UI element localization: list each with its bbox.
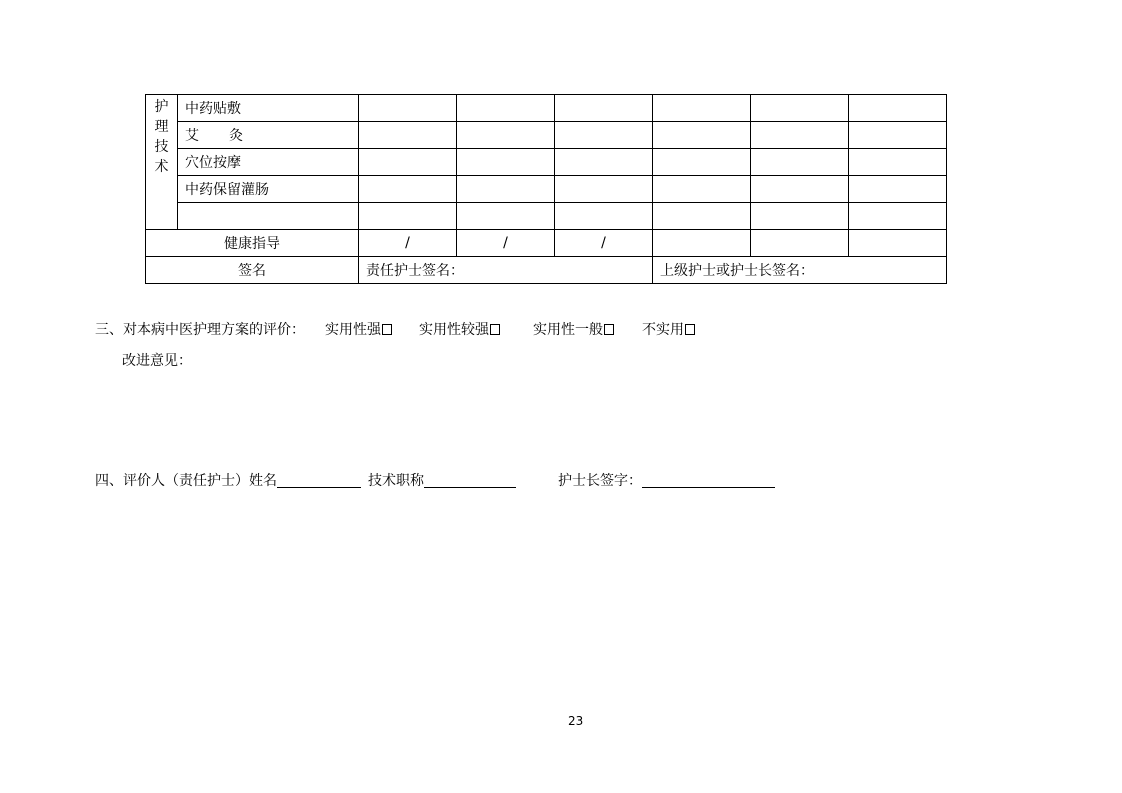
table-cell[interactable] — [457, 203, 555, 230]
table-cell[interactable] — [653, 149, 751, 176]
table-cell[interactable] — [359, 122, 457, 149]
table-cell[interactable] — [359, 176, 457, 203]
senior-nurse-signature[interactable]: 上级护士或护士长签名： — [653, 257, 947, 284]
evaluator-name-field[interactable] — [277, 473, 361, 488]
slash-cell: / — [359, 230, 457, 257]
table-cell[interactable] — [555, 149, 653, 176]
table-cell[interactable] — [457, 176, 555, 203]
table-row — [146, 149, 947, 176]
table-cell[interactable] — [751, 122, 849, 149]
table-cell[interactable] — [653, 122, 751, 149]
technical-title-field[interactable] — [424, 473, 516, 488]
table-cell[interactable] — [751, 176, 849, 203]
table-cell[interactable] — [751, 230, 849, 257]
evaluator-line — [95, 470, 775, 490]
table-cell[interactable] — [457, 149, 555, 176]
table-cell[interactable] — [751, 95, 849, 122]
table-cell[interactable] — [359, 149, 457, 176]
nursing-technique-group-label: 护 理 技 术 — [146, 95, 178, 230]
table-cell[interactable] — [457, 95, 555, 122]
table-cell[interactable] — [849, 176, 947, 203]
table-cell[interactable] — [849, 122, 947, 149]
table-cell[interactable] — [359, 203, 457, 230]
table-cell[interactable] — [555, 203, 653, 230]
option-strong[interactable]: 实用性强 — [325, 322, 392, 338]
table-cell[interactable] — [849, 149, 947, 176]
option-average[interactable]: 实用性一般 — [533, 322, 614, 338]
row-label[interactable] — [178, 203, 359, 230]
option-not-practical[interactable]: 不实用 — [642, 322, 695, 338]
evaluation-line — [95, 319, 695, 339]
evaluation-heading: 三、对本病中医护理方案的评价： — [95, 322, 305, 338]
option-fairly-strong[interactable]: 实用性较强 — [419, 322, 500, 338]
title-label: 技术职称 — [368, 473, 424, 489]
table-cell[interactable] — [653, 230, 751, 257]
table-row — [146, 122, 947, 149]
checkbox-icon[interactable] — [604, 324, 614, 335]
table-cell[interactable] — [849, 230, 947, 257]
table-row — [146, 176, 947, 203]
table-cell[interactable] — [849, 95, 947, 122]
table-cell[interactable] — [653, 203, 751, 230]
row-label: 中药贴敷 — [178, 95, 359, 122]
evaluator-heading: 四、评价人（责任护士）姓名 — [95, 473, 277, 489]
table-cell[interactable] — [849, 203, 947, 230]
row-label: 穴位按摩 — [178, 149, 359, 176]
head-nurse-signature-field[interactable] — [642, 473, 775, 488]
row-label: 中药保留灌肠 — [178, 176, 359, 203]
checkbox-icon[interactable] — [685, 324, 695, 335]
health-guidance-label: 健康指导 — [146, 230, 359, 257]
checkbox-icon[interactable] — [490, 324, 500, 335]
table-cell[interactable] — [555, 176, 653, 203]
table-cell[interactable] — [555, 95, 653, 122]
table-cell[interactable] — [653, 95, 751, 122]
table-cell[interactable] — [751, 149, 849, 176]
signature-row — [146, 257, 947, 284]
table-cell[interactable] — [457, 122, 555, 149]
page-number: 23 — [568, 714, 584, 728]
row-label: 艾 灸 — [178, 122, 359, 149]
nursing-technique-table — [145, 94, 947, 284]
table-row — [146, 95, 947, 122]
table-cell[interactable] — [359, 95, 457, 122]
slash-cell: / — [457, 230, 555, 257]
table-cell[interactable] — [751, 203, 849, 230]
nurse-in-charge-signature[interactable]: 责任护士签名： — [359, 257, 653, 284]
improvement-label: 改进意见： — [122, 353, 192, 369]
signature-label: 签名 — [146, 257, 359, 284]
table-row — [146, 203, 947, 230]
head-nurse-label: 护士长签字： — [558, 473, 642, 489]
table-cell[interactable] — [555, 122, 653, 149]
health-guidance-row — [146, 230, 947, 257]
table-cell[interactable] — [653, 176, 751, 203]
checkbox-icon[interactable] — [382, 324, 392, 335]
slash-cell: / — [555, 230, 653, 257]
